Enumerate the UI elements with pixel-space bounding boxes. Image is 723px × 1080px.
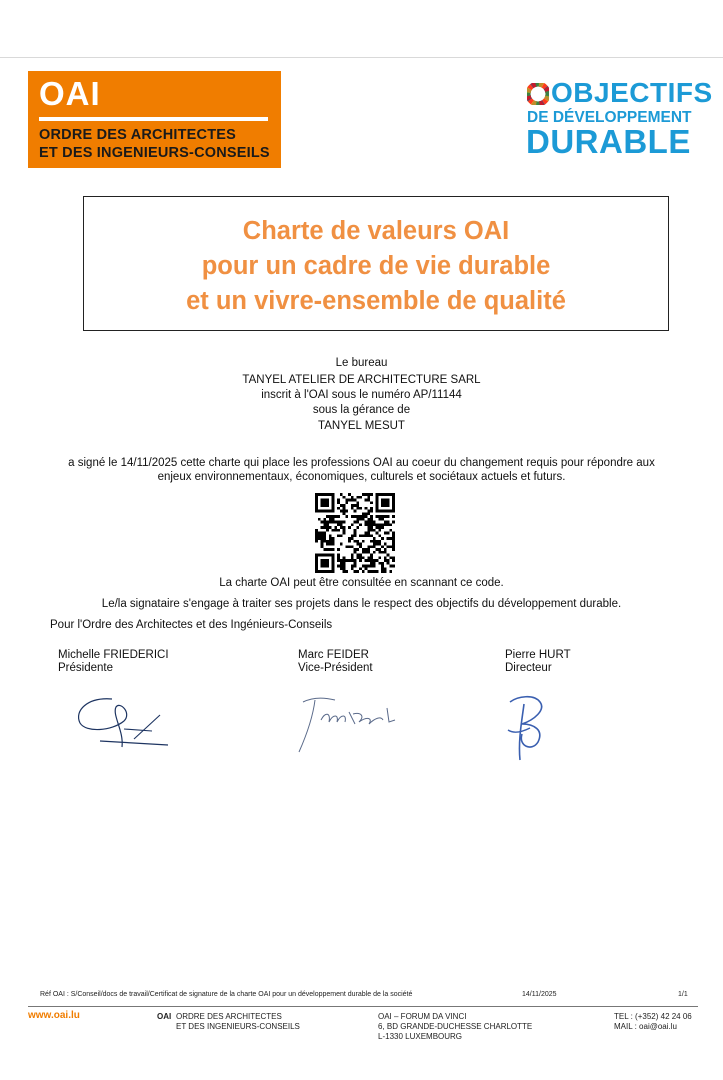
charter-title-line3: et un vivre-ensemble de qualité	[186, 287, 566, 315]
qr-caption: La charte OAI peut être consultée en scannant ce code.	[219, 577, 504, 589]
signatory-name: Marc FEIDER	[298, 649, 369, 661]
oai-logo-line2: ET DES INGENIEURS-CONSEILS	[39, 145, 270, 161]
charter-title-box	[83, 196, 669, 331]
sdg-wheel-icon	[527, 83, 549, 105]
footer-address-line2: 6, BD GRANDE-DUCHESSE CHARLOTTE	[378, 1022, 533, 1031]
footer-reference: Réf OAI : S/Conseil/docs de travail/Certificat de signature de la charte OAI pour un développement durable de la société	[40, 991, 413, 998]
statement-line2: enjeux environnementaux, économiques, culturels et sociétaux actuels et futurs.	[157, 471, 566, 483]
page-top-border	[0, 57, 723, 58]
qr-code-icon[interactable]	[315, 493, 395, 573]
bureau-management-intro: sous la gérance de	[312, 404, 411, 416]
sdg-logo-line1: OBJECTIFS	[551, 77, 713, 108]
signatory-name: Michelle FRIEDERICI	[58, 649, 169, 661]
oai-logo	[28, 71, 281, 168]
footer-address-line1: OAI – FORUM DA VINCI	[378, 1012, 467, 1021]
sdg-logo-line2: DE DÉVELOPPEMENT	[527, 109, 692, 126]
bureau-registration: inscrit à l'OAI sous le numéro AP/11144	[261, 389, 462, 401]
bureau-manager: TANYEL MESUT	[318, 420, 405, 432]
sdg-logo-line3: DURABLE	[526, 123, 691, 160]
oai-logo-bar	[39, 117, 268, 121]
footer-website-link[interactable]: www.oai.lu	[28, 1010, 80, 1021]
signatory-name: Pierre HURT	[505, 649, 571, 661]
footer-page-number: 1/1	[678, 991, 688, 998]
bureau-name: TANYEL ATELIER DE ARCHITECTURE SARL	[242, 374, 481, 386]
signatory-role: Vice-Président	[298, 662, 373, 674]
footer-org-line1: ORDRE DES ARCHITECTES	[176, 1012, 282, 1021]
commitment-text: Le/la signataire s'engage à traiter ses projets dans le respect des objectifs du développement durable.	[101, 598, 622, 610]
for-order-text: Pour l'Ordre des Architectes et des Ingénieurs-Conseils	[50, 619, 333, 631]
footer-email-link[interactable]: MAIL : oai@oai.lu	[614, 1022, 677, 1031]
footer-address-line3: L-1330 LUXEMBOURG	[378, 1032, 463, 1041]
oai-logo-word: OAI	[39, 75, 101, 112]
signature-hurt	[500, 690, 555, 768]
signatory-role: Présidente	[58, 662, 113, 674]
charter-title-line1: Charte de valeurs OAI	[242, 217, 510, 245]
signature-friederici	[72, 695, 172, 755]
oai-logo-line1: ORDRE DES ARCHITECTES	[39, 127, 237, 143]
footer-date: 14/11/2025	[522, 991, 557, 998]
footer-phone: TEL : (+352) 42 24 06	[614, 1012, 692, 1021]
charter-title-line2: pour un cadre de vie durable	[201, 252, 551, 280]
statement-line1: a signé le 14/11/2025 cette charte qui place les professions OAI au coeur du changement requis pour répondre aux	[68, 457, 655, 469]
signatory-role: Directeur	[505, 662, 552, 674]
footer-divider	[28, 1006, 698, 1007]
signature-feider	[295, 690, 400, 758]
bureau-intro: Le bureau	[335, 357, 388, 369]
footer-org-line2: ET DES INGENIEURS-CONSEILS	[176, 1022, 300, 1031]
footer-org-abbr: OAI	[157, 1012, 172, 1021]
sdg-logo	[526, 77, 713, 160]
